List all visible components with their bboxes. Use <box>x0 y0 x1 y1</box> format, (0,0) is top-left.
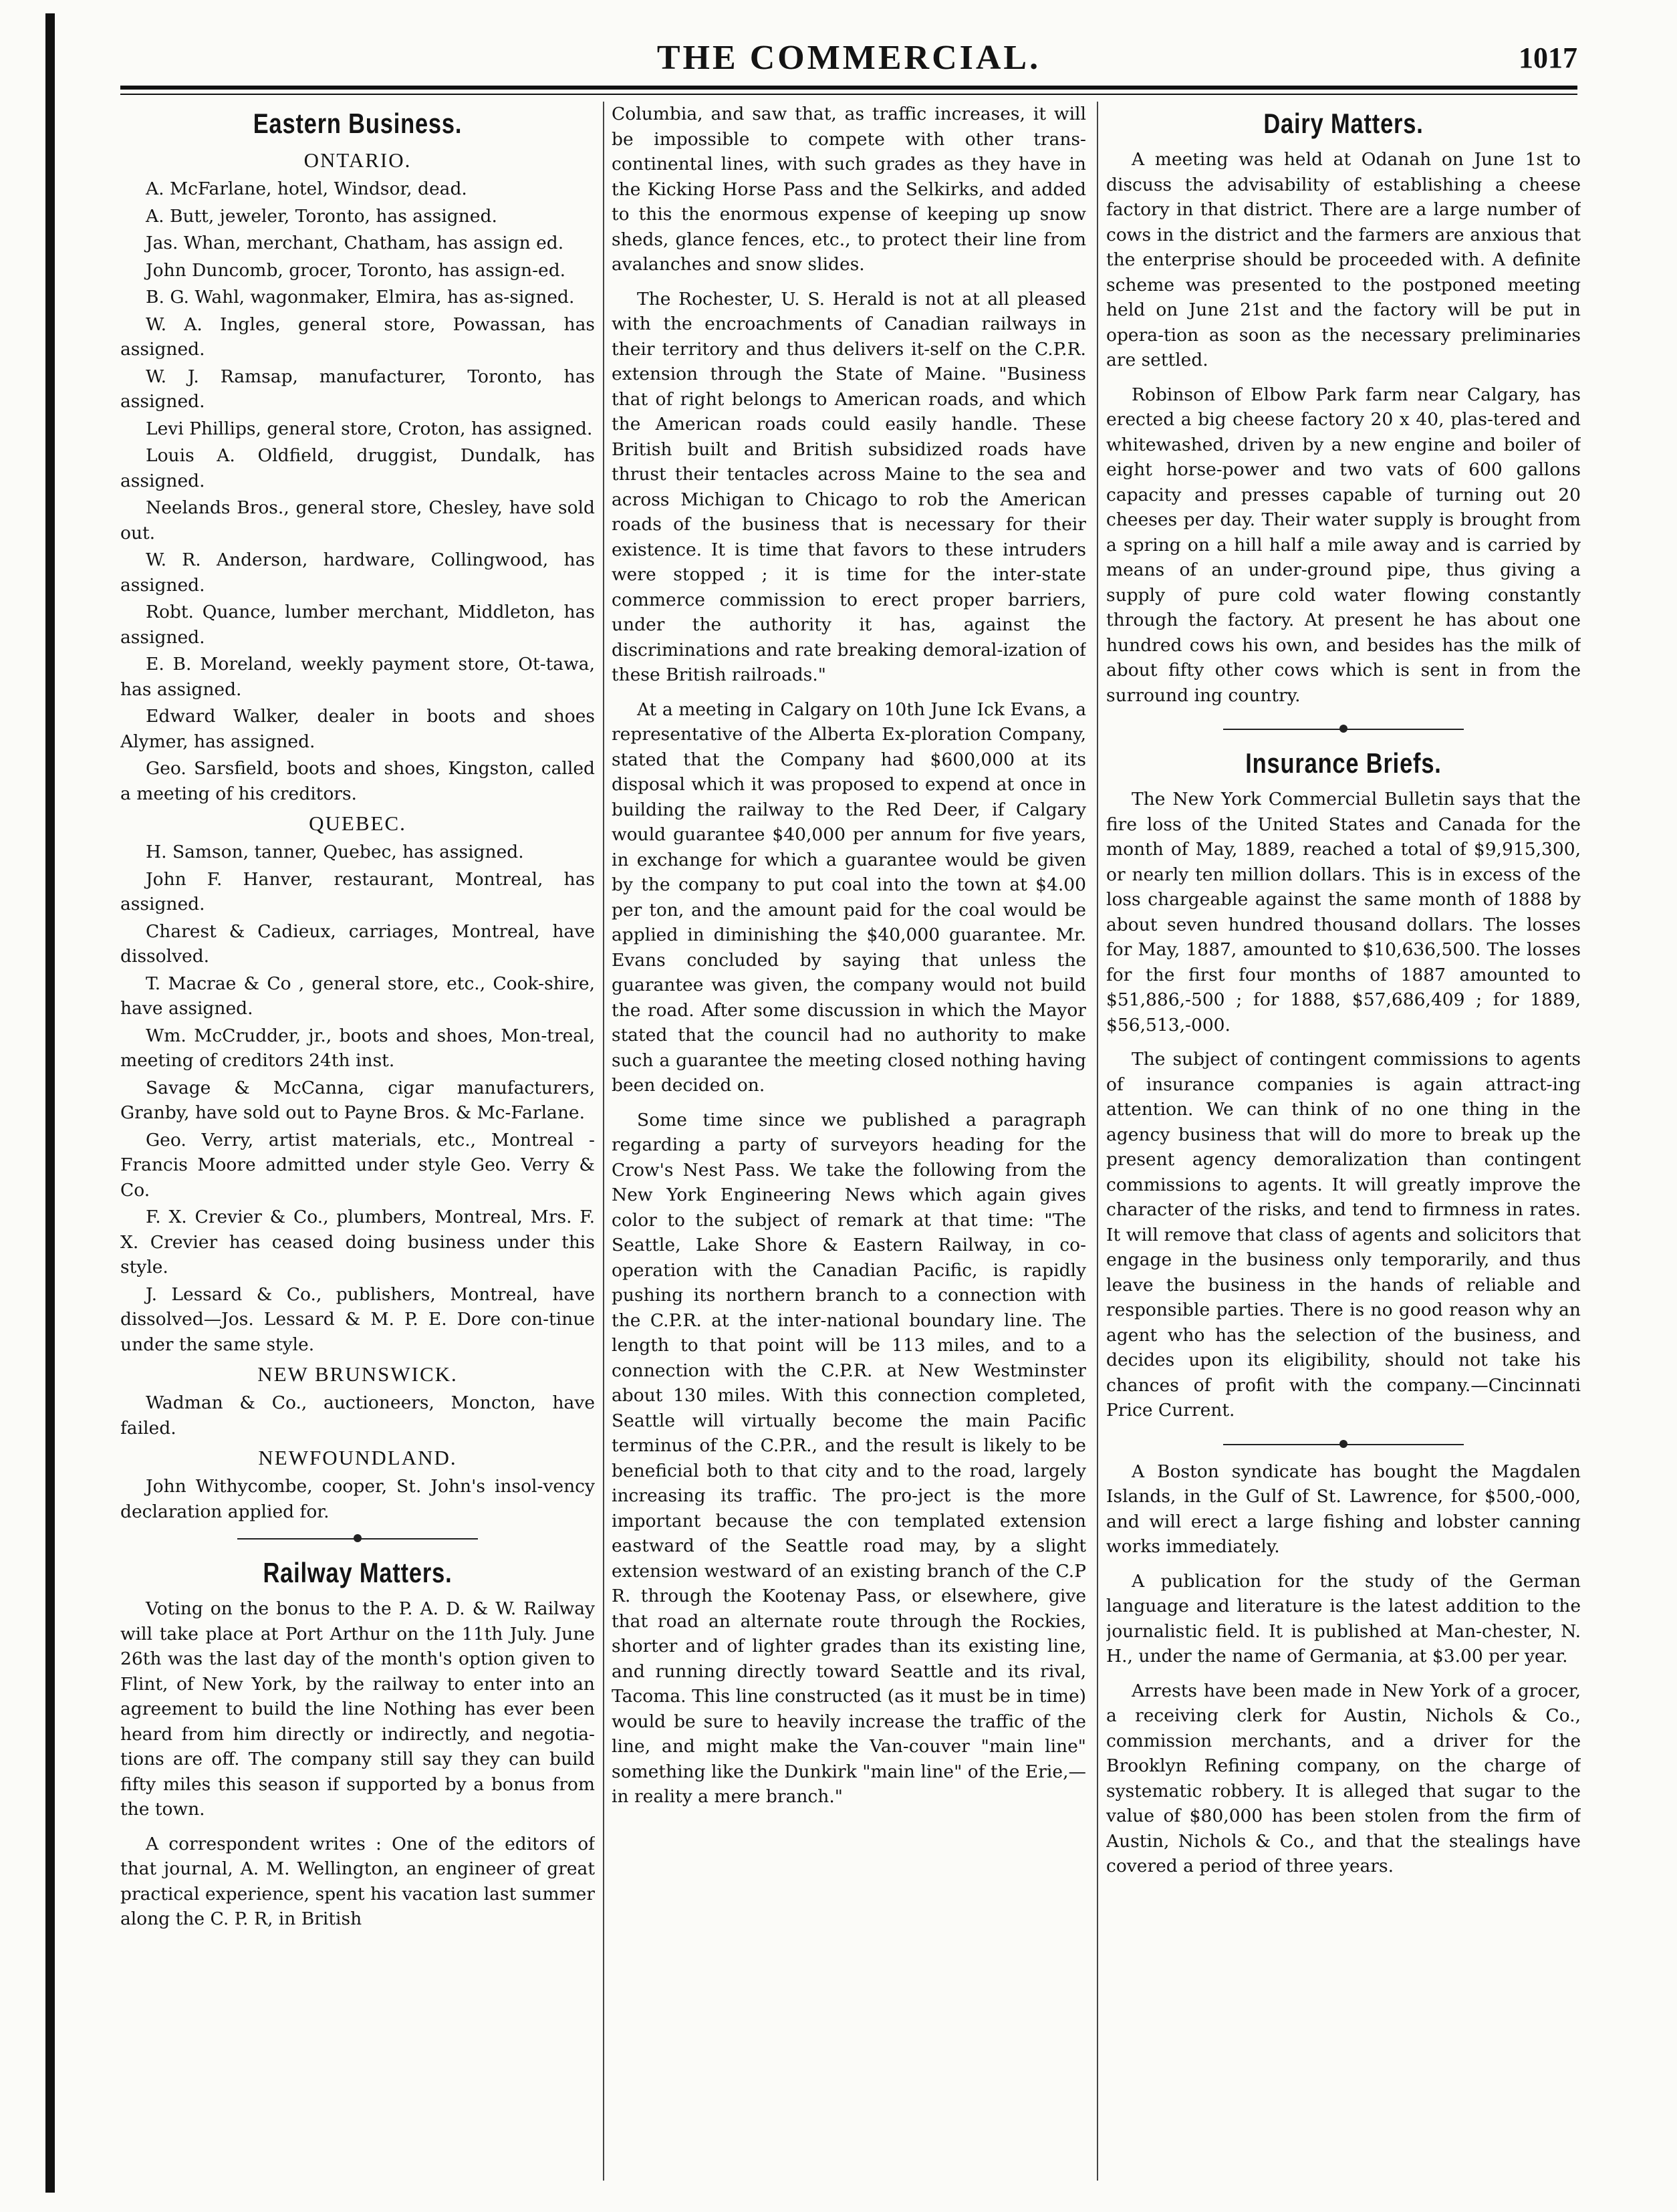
business-entry: John Duncomb, grocer, Toronto, has assign-ed. <box>146 259 566 281</box>
business-entry: W. A. Ingles, general store, Powassan, has assigned. <box>120 314 595 360</box>
business-entry: E. B. Moreland, weekly payment store, Ot-tawa, has assigned. <box>120 654 595 700</box>
business-entry: John Withycombe, cooper, St. John's insol-vency declaration applied for. <box>120 1476 595 1522</box>
column-1 <box>120 102 595 2181</box>
article-paragraph: Voting on the bonus to the P. A. D. & W. Railway will take place at Port Arthur on the 11th July. June 26th was the last day of the month's option given to Flint, of New York, by the railway to enter into an agreement to build the line Nothing has ever been heard from him directly or indirectly, and negotia-tions are off. The company still say they can build fifty miles this season if supported by a bonus from the town. <box>120 1598 595 1820</box>
business-entry: W. R. Anderson, hardware, Collingwood, has assigned. <box>120 549 595 596</box>
business-entry: Geo. Sarsfield, boots and shoes, Kingston, called a meeting of his creditors. <box>120 758 595 804</box>
business-entry: Wm. McCrudder, jr., boots and shoes, Mon-treal, meeting of creditors 24th inst. <box>120 1025 595 1071</box>
article-paragraph: A correspondent writes : One of the editors of that journal, A. M. Wellington, an engineer of great practical experience, spent his vacation last summer along the C. P. R, in British <box>120 1833 595 1929</box>
article-paragraph: Arrests have been made in New York of a grocer, a receiving clerk for Austin, Nichols & Co., commission merchants, and a driver for the Brooklyn Refining company, on the charge of systematic robbery. It is alleged that sugar to the value of $80,000 has been stolen from the firm of Austin, Nichols & Co., and that the stealings have covered a period of three years. <box>1106 1680 1581 1876</box>
new-brunswick-list <box>120 1390 595 1441</box>
business-entry: Neelands Bros., general store, Chesley, have sold out. <box>120 497 595 543</box>
business-entry: Robt. Quance, lumber merchant, Middleton, has assigned. <box>120 602 595 648</box>
business-entry: Savage & McCanna, cigar manufacturers, Granby, have sold out to Payne Bros. & Mc-Farlane. <box>120 1077 595 1123</box>
business-entry: John F. Hanver, restaurant, Montreal, has assigned. <box>120 868 595 914</box>
article-paragraph: The subject of contingent commissions to agents of insurance companies is again attract-ing attention. We can think of no one thing in the agency business that will do more to break up the present agency demoralization than contingent commissions to agents. It will greatly improve the character of the risks, and tend to firmness in rates. It will remove that class of agents and solicitors that engage in the business only temporarily, and thus leave the business in the hands of reliable and responsible parties. There is no good reason why an agent who has the selection of the business, and decides upon its eligibility, should not take his chances of profit with the company.—Cincinnati Price Current. <box>1106 1049 1581 1421</box>
header-rule-thin <box>120 94 1577 95</box>
section-title-eastern-business: Eastern Business. <box>253 108 463 139</box>
business-entry: Edward Walker, dealer in boots and shoes Alymer, has assigned. <box>120 706 595 752</box>
column-divider-2 <box>1097 102 1098 2181</box>
section-divider <box>1223 717 1464 741</box>
article-paragraph: At a meeting in Calgary on 10th June Ick Evans, a representative of the Alberta Ex-ploration Company, stated that the Company had $600,000 at its disposal which it was proposed to expend at once in building the railway to the Red Deer, if Calgary would guarantee $40,000 per annum for five years, in exchange for which a guarantee would be given by the company to put coal into the town at $4.00 per ton, and the amount paid for the coal would be applied in diminishing the $40,000 guarantee. Mr. Evans concluded by saying that unless the guarantee was given, the company would not build the road. After some discussion in which the Mayor stated that the council had no authority to make such a guarantee the meeting closed nothing having been decided on. <box>612 699 1086 1096</box>
column-3 <box>1106 102 1581 2181</box>
business-entry: W. J. Ramsap, manufacturer, Toronto, has assigned. <box>120 366 595 412</box>
business-entry: A. McFarlane, hotel, Windsor, dead. <box>146 178 467 199</box>
ontario-list <box>120 176 595 806</box>
business-entry: Geo. Verry, artist materials, etc., Montreal -Francis Moore admitted under style Geo. Verry & Co. <box>120 1129 595 1201</box>
business-entry: F. X. Crevier & Co., plumbers, Montreal, Mrs. F. X. Crevier has ceased doing business under this style. <box>120 1207 595 1277</box>
article-paragraph: The New York Commercial Bulletin says that the fire loss of the United States and Canada for the month of May, 1889, reached a total of $9,915,300, or nearly ten million dollars. This is in excess of the loss chargeable against the same month of 1888 by about seven hundred thousand dollars. The losses for May, 1887, amounted to $10,636,500. The losses for the first four months of 1887 amounted to $51,886,-500 ; for 1888, $57,686,409 ; for 1889, $56,513,-000. <box>1106 789 1581 1035</box>
newfoundland-list <box>120 1474 595 1524</box>
header-rule-thick <box>120 86 1577 90</box>
business-entry: Wadman & Co., auctioneers, Moncton, have failed. <box>120 1392 595 1439</box>
business-entry: Charest & Cadieux, carriages, Montreal, have dissolved. <box>120 920 595 967</box>
business-entry: A. Butt, jeweler, Toronto, has assigned. <box>146 205 497 227</box>
region-heading-ontario: ONTARIO. <box>303 148 412 172</box>
article-paragraph-continued: Columbia, and saw that, as traffic increases, it will be impossible to compete with other trans-continental lines, with such grades as they have in the Kicking Horse Pass and the Selkirks, and added to this the enormous expense of keeping up snow sheds, glance fences, etc., to protect their line from avalanches and snow slides. <box>612 104 1086 275</box>
region-heading-newfoundland: NEWFOUNDLAND. <box>258 1446 457 1469</box>
article-paragraph: A publication for the study of the German language and literature is the latest addition to the journalistic field. It is published at Man-chester, N. H., under the name of Germania, at $3.00 per year. <box>1106 1570 1581 1667</box>
quebec-list <box>120 840 595 1357</box>
section-title-railway-matters: Railway Matters. <box>263 1557 453 1588</box>
column-2 <box>612 102 1086 2181</box>
business-entry: Jas. Whan, merchant, Chatham, has assign ed. <box>146 233 564 253</box>
section-divider <box>237 1527 478 1551</box>
scan-edge-bar <box>45 13 55 2193</box>
business-entry: Levi Phillips, general store, Croton, has assigned. <box>146 418 593 439</box>
section-divider <box>1223 1433 1464 1457</box>
region-heading-new-brunswick: NEW BRUNSWICK. <box>257 1362 458 1386</box>
region-heading-quebec: QUEBEC. <box>309 812 406 835</box>
business-entry: H. Samson, tanner, Quebec, has assigned. <box>146 842 524 862</box>
section-title-insurance-briefs: Insurance Briefs. <box>1245 747 1442 779</box>
masthead: THE COMMERCIAL. <box>656 39 1041 77</box>
business-entry: B. G. Wahl, wagonmaker, Elmira, has as-signed. <box>146 287 575 308</box>
article-paragraph: The Rochester, U. S. Herald is not at all pleased with the encroachments of Canadian railways in their territory and thus delivers it-self on the C.P.R. extension through the State of Maine. "Business that of right belongs to American roads, and which the American roads could easily handle. These British built and British subsidized roads have thrust their tentacles across Maine to the sea and across Michigan to Chicago to rob the American roads of the business that is necessary for their existence. It is time that favors to these intruders were stopped ; it is time for the inter-state commerce commission to erect proper barriers, under the authority it has, against the discriminations and rate breaking demoral-ization of these British railroads." <box>612 288 1086 685</box>
article-paragraph: A meeting was held at Odanah on June 1st to discuss the advisability of establishing a cheese factory in that district. There are a large number of cows in the district and the farmers are anxious that the enterprise should be proceeded with. A definite scheme was presented to the postponed meeting held on June 21st and the factory will be put in opera-tion as soon as the necessary preliminaries are settled. <box>1106 149 1581 370</box>
page-number: 1017 <box>1519 41 1577 74</box>
business-entry: T. Macrae & Co , general store, etc., Cook-shire, have assigned. <box>120 973 595 1019</box>
article-paragraph: Some time since we published a paragraph regarding a party of surveyors heading for the Crow's Nest Pass. We take the following from the New York Engineering News which again gives color to the subject of remark at that time: "The Seattle, Lake Shore & Eastern Railway, in co-operation with the Canadian Pacific, is rapidly pushing its northern branch to a connection with the C.P.R. at the inter-national boundary line. The length to that point will be 113 miles, and to a connection with the C.P.R. at New Westminster about 130 miles. With this connection completed, Seattle will virtually become the main Pacific terminus of the C.P.R., and the result is likely to be beneficial both to that city and to the road, largely increasing its traffic. The pro-ject is the more important because the con templated extension eastward of the Seattle road may, by a slight extension westward of an existing branch of the C.P R. through the Kootenay Pass, or elsewhere, give that road an alternate route through the Rockies, shorter and of lighter grades than its existing line, and running directly toward Seattle and its rival, Tacoma. This line constructed (as it must be in time) would be sure to heavily increase the traffic of the line, and might make the Van-couver "main line" something like the Dunkirk "main line" of the Erie,—in reality a mere branch." <box>612 1109 1086 1807</box>
business-entry: J. Lessard & Co., publishers, Montreal, have dissolved—Jos. Lessard & M. P. E. Dore con-tinue under the same style. <box>120 1283 595 1355</box>
article-paragraph: Robinson of Elbow Park farm near Calgary, has erected a big cheese factory 20 x 40, plas-tered and whitewashed, driven by a new engine and boiler of eight horse-power and two vats of 600 gallons capacity and presses capable of turning out 20 cheeses per day. Their water supply is brought from a spring on a hill half a mile away and is carried by means of an under-ground pipe, thus giving a supply of pure cold water flowing constantly through the factory. At present he has about one hundred cows his own, and besides has the milk of about fifty other cows which is sent in from the surround ing country. <box>1106 384 1581 706</box>
page-header <box>120 35 1577 82</box>
business-entry: Louis A. Oldfield, druggist, Dundalk, has assigned. <box>120 445 595 491</box>
column-divider-1 <box>603 102 604 2181</box>
article-paragraph: A Boston syndicate has bought the Magdalen Islands, in the Gulf of St. Lawrence, for $500,-000, and will erect a large fishing and lobster canning works immediately. <box>1106 1461 1581 1557</box>
section-title-dairy-matters: Dairy Matters. <box>1263 108 1424 139</box>
